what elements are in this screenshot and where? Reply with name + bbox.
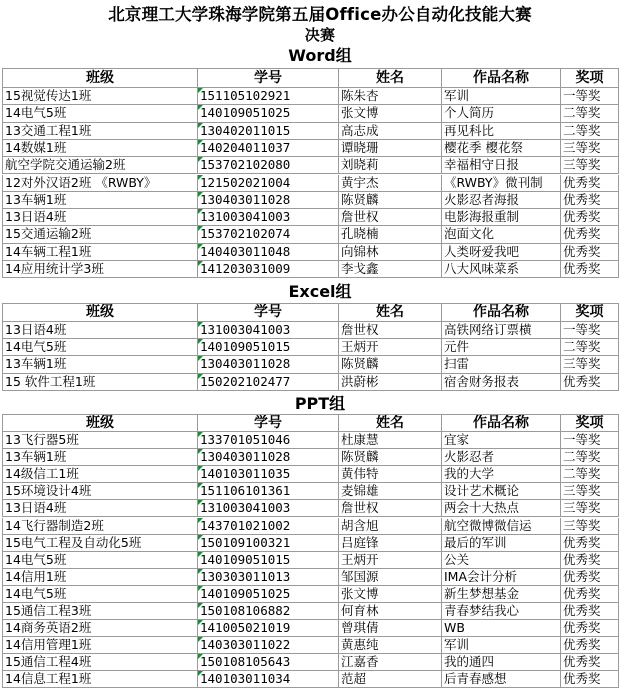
table-row xyxy=(0,603,640,620)
cell-award[interactable]: 三等奖 xyxy=(561,356,619,373)
cell-class[interactable]: 14应用统计学3班 xyxy=(2,261,198,278)
cell-award[interactable]: 一等奖 xyxy=(561,88,619,105)
column-header-name[interactable]: 姓名 xyxy=(339,68,442,88)
cell-award[interactable]: 优秀奖 xyxy=(561,209,619,226)
cell-work-title[interactable]: WB xyxy=(442,620,561,637)
cell-award[interactable]: 三等奖 xyxy=(561,518,619,535)
cell-award[interactable]: 优秀奖 xyxy=(561,569,619,586)
cell-class[interactable]: 航空学院交通运输2班 xyxy=(2,157,198,174)
table-row xyxy=(0,123,640,140)
table-row xyxy=(0,466,640,483)
cell-student-id[interactable]: 151105102921 xyxy=(198,88,339,105)
column-header-award[interactable]: 奖项 xyxy=(561,303,619,322)
cell-work-title[interactable]: 电影海报重制 xyxy=(442,209,561,226)
cell-name[interactable]: 邹国源 xyxy=(339,569,442,586)
cell-student-id[interactable]: 141203031009 xyxy=(198,261,339,278)
cell-student-id[interactable]: 131003041003 xyxy=(198,209,339,226)
cell-name[interactable]: 杜康慧 xyxy=(339,432,442,449)
cell-work-title[interactable]: 新生梦想基金 xyxy=(442,586,561,603)
cell-student-id[interactable]: 130403011028 xyxy=(198,192,339,209)
section-title: PPT组 xyxy=(294,394,346,413)
table-row xyxy=(0,518,640,535)
table-row xyxy=(0,569,640,586)
cell-student-id[interactable]: 131003041003 xyxy=(198,322,339,339)
cell-work-title[interactable]: 高铁网络订票横 xyxy=(442,322,561,339)
table-row xyxy=(0,620,640,637)
cell-award[interactable]: 优秀奖 xyxy=(561,654,619,671)
section-title: Excel组 xyxy=(288,282,352,301)
cell-award[interactable]: 优秀奖 xyxy=(561,535,619,552)
cell-name[interactable]: 江嘉香 xyxy=(339,654,442,671)
cell-award[interactable]: 一等奖 xyxy=(561,322,619,339)
table-row xyxy=(0,157,640,174)
cell-name[interactable]: 王炳开 xyxy=(339,552,442,569)
cell-student-id[interactable]: 133701051046 xyxy=(198,432,339,449)
cell-award[interactable]: 优秀奖 xyxy=(561,226,619,243)
cell-work-title[interactable]: 元件 xyxy=(442,339,561,356)
cell-class[interactable]: 14电气5班 xyxy=(2,586,198,603)
cell-class[interactable]: 15交通运输2班 xyxy=(2,226,198,243)
cell-work-title[interactable]: 人类呀爱我吧 xyxy=(442,244,561,261)
cell-award[interactable]: 优秀奖 xyxy=(561,552,619,569)
cell-class[interactable]: 13车辆1班 xyxy=(2,192,198,209)
cell-class[interactable]: 13日语4班 xyxy=(2,322,198,339)
cell-class[interactable]: 14电气5班 xyxy=(2,339,198,356)
header-row xyxy=(0,68,640,88)
cell-class[interactable]: 13车辆1班 xyxy=(2,449,198,466)
cell-name[interactable]: 詹世权 xyxy=(339,209,442,226)
column-header-name[interactable]: 姓名 xyxy=(339,414,442,432)
cell-award[interactable]: 二等奖 xyxy=(561,123,619,140)
cell-award[interactable]: 优秀奖 xyxy=(561,261,619,278)
cell-work-title[interactable]: 扫雷 xyxy=(442,356,561,373)
table-row xyxy=(0,671,640,688)
cell-work-title[interactable]: 军训 xyxy=(442,88,561,105)
cell-name[interactable]: 吕庭锋 xyxy=(339,535,442,552)
cell-award[interactable]: 优秀奖 xyxy=(561,192,619,209)
table-row xyxy=(0,175,640,192)
cell-work-title[interactable]: 我的大学 xyxy=(442,466,561,483)
table-row xyxy=(0,432,640,449)
cell-student-id[interactable]: 151106101361 xyxy=(198,483,339,500)
cell-work-title[interactable]: 公关 xyxy=(442,552,561,569)
table-row xyxy=(0,637,640,654)
cell-work-title[interactable]: 再见科比 xyxy=(442,123,561,140)
cell-name[interactable]: 洪蔚彬 xyxy=(339,374,442,391)
cell-class[interactable]: 13日语4班 xyxy=(2,209,198,226)
cell-class[interactable]: 14信用管理1班 xyxy=(2,637,198,654)
cell-name[interactable]: 孔晓楠 xyxy=(339,226,442,243)
cell-class[interactable]: 15 软件工程1班 xyxy=(2,374,198,391)
cell-student-id[interactable]: 150202102477 xyxy=(198,374,339,391)
column-header-work-title[interactable]: 作品名称 xyxy=(442,414,561,432)
cell-student-id[interactable]: 140303011022 xyxy=(198,637,339,654)
cell-award[interactable]: 二等奖 xyxy=(561,105,619,122)
header-row xyxy=(0,303,640,322)
cell-name[interactable]: 胡含旭 xyxy=(339,518,442,535)
table-row xyxy=(0,654,640,671)
table-row xyxy=(0,500,640,517)
cell-name[interactable]: 谭晓珊 xyxy=(339,140,442,157)
cell-class[interactable]: 14信用1班 xyxy=(2,569,198,586)
cell-student-id[interactable]: 140109051015 xyxy=(198,339,339,356)
cell-award[interactable]: 优秀奖 xyxy=(561,244,619,261)
table-row xyxy=(0,192,640,209)
cell-student-id[interactable]: 140403011048 xyxy=(198,244,339,261)
cell-name[interactable]: 麦锦雄 xyxy=(339,483,442,500)
cell-name[interactable]: 张文博 xyxy=(339,105,442,122)
cell-name[interactable]: 黄伟特 xyxy=(339,466,442,483)
cell-student-id[interactable]: 130303011013 xyxy=(198,569,339,586)
cell-class[interactable]: 14电气5班 xyxy=(2,552,198,569)
cell-class[interactable]: 14数媒1班 xyxy=(2,140,198,157)
cell-name[interactable]: 刘晓莉 xyxy=(339,157,442,174)
cell-work-title[interactable]: 我的通四 xyxy=(442,654,561,671)
header-row xyxy=(0,414,640,432)
column-header-student-id[interactable]: 学号 xyxy=(198,303,339,322)
cell-student-id[interactable]: 150109100321 xyxy=(198,535,339,552)
cell-work-title[interactable]: 泡面文化 xyxy=(442,226,561,243)
cell-work-title[interactable]: 火影忍者海报 xyxy=(442,192,561,209)
column-header-class[interactable]: 班级 xyxy=(2,303,198,322)
cell-class[interactable]: 13车辆1班 xyxy=(2,356,198,373)
page-title: 北京理工大学珠海学院第五届Office办公自动化技能大赛 xyxy=(108,5,532,24)
table-row xyxy=(0,105,640,122)
cell-award[interactable]: 三等奖 xyxy=(561,140,619,157)
cell-work-title[interactable]: 火影忍者 xyxy=(442,449,561,466)
cell-class[interactable]: 15电气工程及自动化5班 xyxy=(2,535,198,552)
table-row xyxy=(0,552,640,569)
cell-student-id[interactable]: 153702102074 xyxy=(198,226,339,243)
column-header-work-title[interactable]: 作品名称 xyxy=(442,303,561,322)
cell-award[interactable]: 二等奖 xyxy=(561,339,619,356)
cell-work-title[interactable]: 个人简历 xyxy=(442,105,561,122)
cell-student-id[interactable]: 140109051025 xyxy=(198,105,339,122)
cell-student-id[interactable]: 150108105643 xyxy=(198,654,339,671)
cell-class[interactable]: 15通信工程3班 xyxy=(2,603,198,620)
column-header-name[interactable]: 姓名 xyxy=(339,303,442,322)
cell-award[interactable]: 二等奖 xyxy=(561,449,619,466)
cell-name[interactable]: 何育林 xyxy=(339,603,442,620)
table-row xyxy=(0,226,640,243)
table-row xyxy=(0,140,640,157)
cell-work-title[interactable]: IMA会计分析 xyxy=(442,569,561,586)
cell-award[interactable]: 优秀奖 xyxy=(561,637,619,654)
cell-class[interactable]: 14商务英语2班 xyxy=(2,620,198,637)
cell-award[interactable]: 优秀奖 xyxy=(561,671,619,688)
cell-name[interactable]: 陈贤麟 xyxy=(339,449,442,466)
cell-class[interactable]: 14车辆工程1班 xyxy=(2,244,198,261)
cell-award[interactable]: 二等奖 xyxy=(561,466,619,483)
column-header-award[interactable]: 奖项 xyxy=(561,414,619,432)
cell-name[interactable]: 陈朱杏 xyxy=(339,88,442,105)
cell-work-title[interactable]: 航空微博微信运 xyxy=(442,518,561,535)
cell-class[interactable]: 15环境设计4班 xyxy=(2,483,198,500)
column-header-student-id[interactable]: 学号 xyxy=(198,414,339,432)
cell-student-id[interactable]: 153702102080 xyxy=(198,157,339,174)
table-row xyxy=(0,535,640,552)
cell-name[interactable]: 曾琪倩 xyxy=(339,620,442,637)
cell-student-id[interactable]: 130402011015 xyxy=(198,123,339,140)
section-title: Word组 xyxy=(288,46,352,65)
column-header-student-id[interactable]: 学号 xyxy=(198,68,339,88)
cell-work-title[interactable]: 幸福相守日报 xyxy=(442,157,561,174)
cell-name[interactable]: 陈贤麟 xyxy=(339,192,442,209)
cell-student-id[interactable]: 131003041003 xyxy=(198,500,339,517)
cell-work-title[interactable]: 两会十大热点 xyxy=(442,500,561,517)
cell-class[interactable]: 15视觉传达1班 xyxy=(2,88,198,105)
cell-class[interactable]: 15通信工程4班 xyxy=(2,654,198,671)
cell-class[interactable]: 13日语4班 xyxy=(2,500,198,517)
cell-award[interactable]: 三等奖 xyxy=(561,500,619,517)
column-header-class[interactable]: 班级 xyxy=(2,414,198,432)
cell-class[interactable]: 13交通工程1班 xyxy=(2,123,198,140)
table-row xyxy=(0,449,640,466)
cell-work-title[interactable]: 最后的军训 xyxy=(442,535,561,552)
cell-name[interactable]: 向锦林 xyxy=(339,244,442,261)
cell-work-title[interactable]: 宿舍财务报表 xyxy=(442,374,561,391)
cell-award[interactable]: 三等奖 xyxy=(561,157,619,174)
cell-work-title[interactable]: 八大风味菜系 xyxy=(442,261,561,278)
table-row xyxy=(0,339,640,356)
cell-name[interactable]: 张文博 xyxy=(339,586,442,603)
cell-student-id[interactable]: 140204011037 xyxy=(198,140,339,157)
column-header-work-title[interactable]: 作品名称 xyxy=(442,68,561,88)
table-row xyxy=(0,356,640,373)
cell-work-title[interactable]: 后青春感想 xyxy=(442,671,561,688)
cell-student-id[interactable]: 130403011028 xyxy=(198,449,339,466)
cell-name[interactable]: 王炳开 xyxy=(339,339,442,356)
table-row xyxy=(0,483,640,500)
cell-work-title[interactable]: 宜家 xyxy=(442,432,561,449)
cell-student-id[interactable]: 140109051015 xyxy=(198,552,339,569)
cell-class[interactable]: 14级信工1班 xyxy=(2,466,198,483)
cell-name[interactable]: 黄惠纯 xyxy=(339,637,442,654)
cell-award[interactable]: 优秀奖 xyxy=(561,620,619,637)
cell-name[interactable]: 詹世权 xyxy=(339,322,442,339)
cell-student-id[interactable]: 121502021004 xyxy=(198,175,339,192)
cell-class[interactable]: 14信息工程1班 xyxy=(2,671,198,688)
cell-work-title[interactable]: 青春梦结我心 xyxy=(442,603,561,620)
table-row xyxy=(0,209,640,226)
column-header-award[interactable]: 奖项 xyxy=(561,68,619,88)
cell-name[interactable]: 陈贤麟 xyxy=(339,356,442,373)
cell-class[interactable]: 14电气5班 xyxy=(2,105,198,122)
cell-name[interactable]: 范超 xyxy=(339,671,442,688)
cell-award[interactable]: 优秀奖 xyxy=(561,374,619,391)
cell-work-title[interactable]: 设计艺术概论 xyxy=(442,483,561,500)
cell-work-title[interactable]: 军训 xyxy=(442,637,561,654)
cell-class[interactable]: 12对外汉语2班 《RWBY》 xyxy=(2,175,198,192)
table-row xyxy=(0,244,640,261)
cell-class[interactable]: 13飞行器5班 xyxy=(2,432,198,449)
cell-award[interactable]: 优秀奖 xyxy=(561,175,619,192)
cell-award[interactable]: 三等奖 xyxy=(561,483,619,500)
cell-student-id[interactable]: 140103011034 xyxy=(198,671,339,688)
cell-class[interactable]: 14飞行器制造2班 xyxy=(2,518,198,535)
cell-student-id[interactable]: 141005021019 xyxy=(198,620,339,637)
page-subtitle: 决赛 xyxy=(304,26,336,44)
cell-student-id[interactable]: 140103011035 xyxy=(198,466,339,483)
table-row xyxy=(0,261,640,278)
table-row xyxy=(0,374,640,391)
cell-award[interactable]: 优秀奖 xyxy=(561,586,619,603)
table-row xyxy=(0,322,640,339)
table-row xyxy=(0,88,640,105)
cell-student-id[interactable]: 130403011028 xyxy=(198,356,339,373)
cell-name[interactable]: 詹世权 xyxy=(339,500,442,517)
cell-student-id[interactable]: 140109051025 xyxy=(198,586,339,603)
cell-award[interactable]: 优秀奖 xyxy=(561,603,619,620)
cell-name[interactable]: 高志成 xyxy=(339,123,442,140)
cell-award[interactable]: 一等奖 xyxy=(561,432,619,449)
column-header-class[interactable]: 班级 xyxy=(2,68,198,88)
cell-name[interactable]: 李戈鑫 xyxy=(339,261,442,278)
table-row xyxy=(0,586,640,603)
cell-work-title[interactable]: 《RWBY》微刊制 xyxy=(442,175,561,192)
cell-student-id[interactable]: 143701021002 xyxy=(198,518,339,535)
cell-work-title[interactable]: 樱花季 樱花祭 xyxy=(442,140,561,157)
cell-student-id[interactable]: 150108106882 xyxy=(198,603,339,620)
cell-name[interactable]: 黄宇杰 xyxy=(339,175,442,192)
